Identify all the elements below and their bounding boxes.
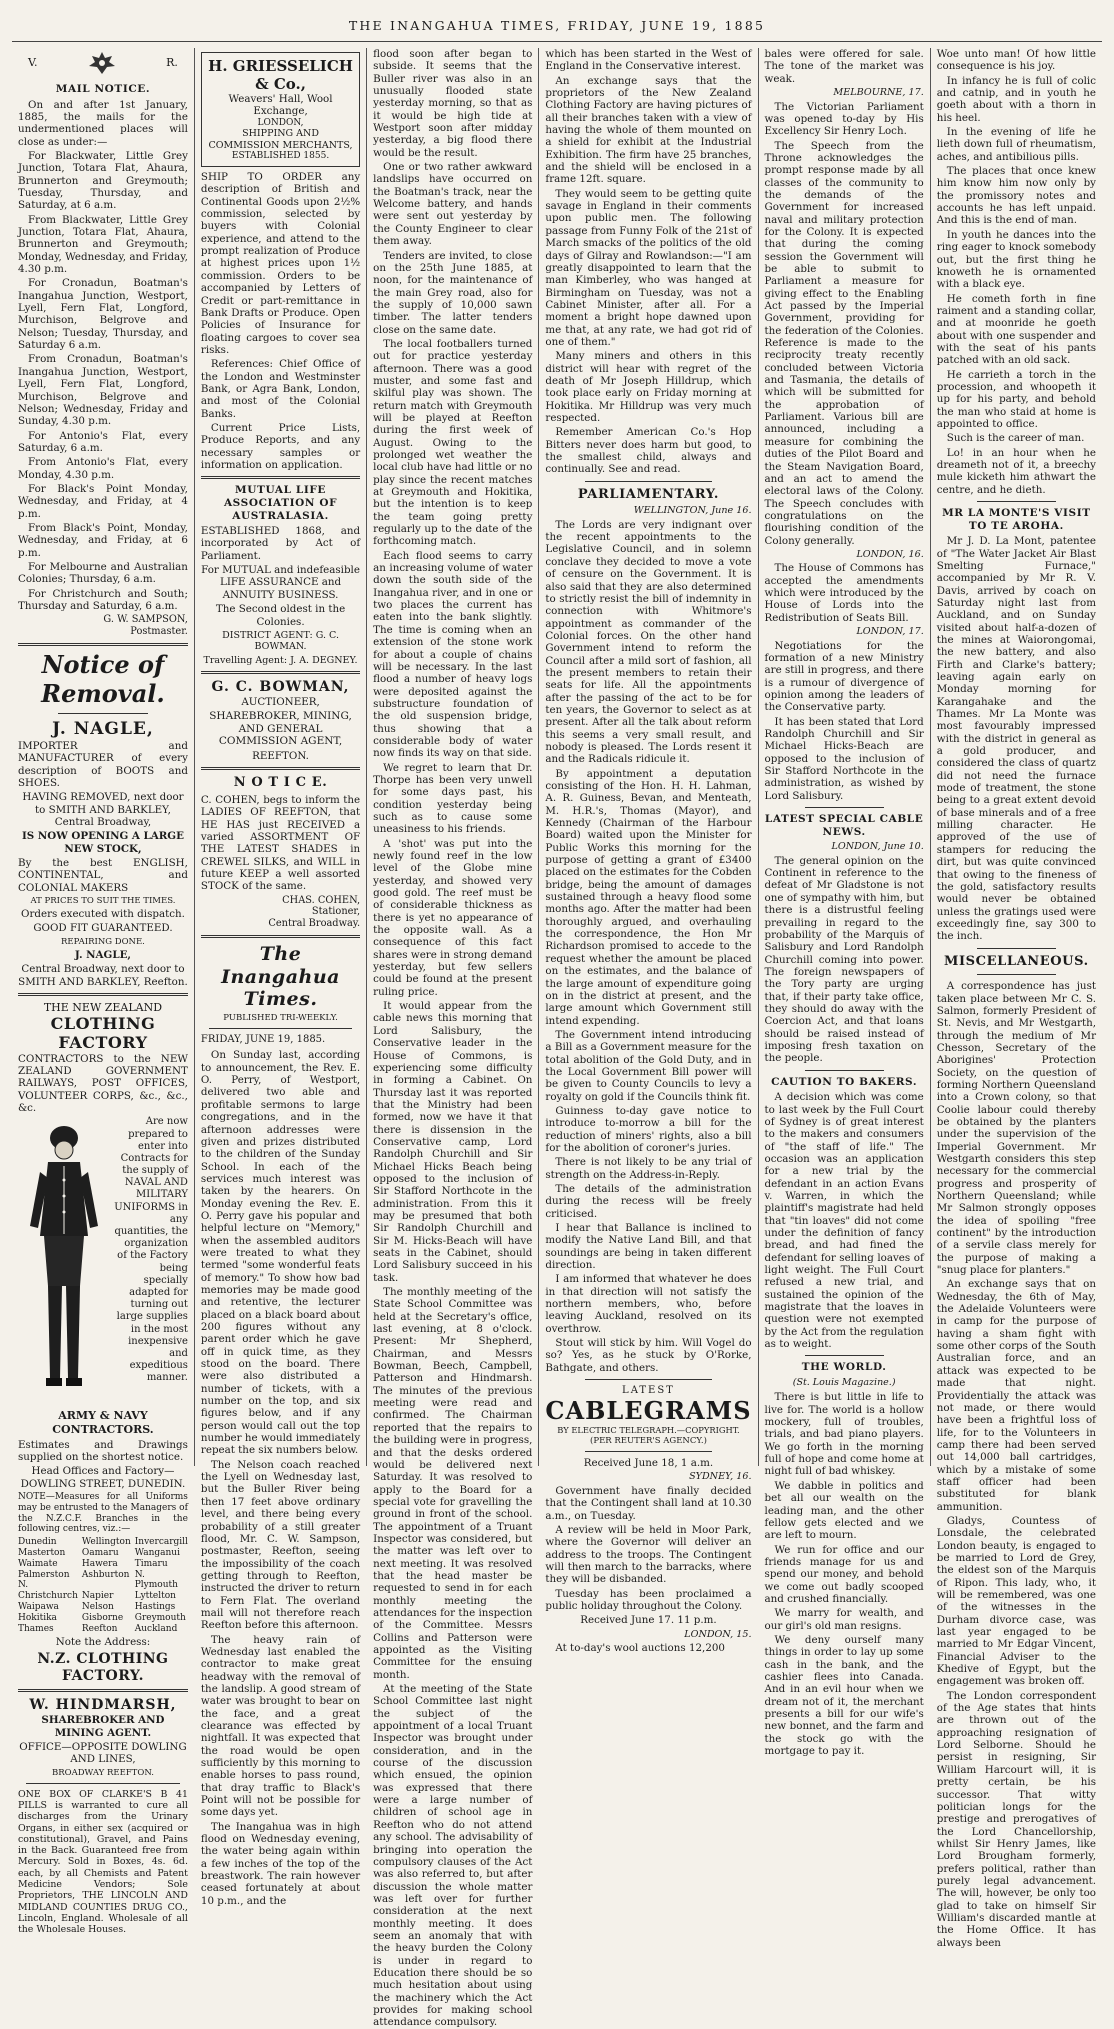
news-para: It would appear from the cable news this morning that Lord Salisbury, the Conservative leader in the House of Commons, is experiencing some difficulty in forming a Cabinet. On Thursday last it was reported that the Ministry had been formed, now we have it that there is dissension in the Conservative camp, Lord Randolph Churchill and Sir Michael Hicks Beach being opposed to the inclusion of Sir Stafford Northcote in the administration. From this it may be presumed that both Sir Randolph Churchill and Sir M. Hicks-Beach will have seats in the Cabinet, should Lord Salisbury succeed in his task.: [373, 1000, 533, 1284]
divider: [18, 1689, 188, 1692]
nagle-repair: REPAIRING DONE.: [61, 936, 145, 947]
removal-title: Notice of Removal.: [41, 649, 165, 708]
town: Palmerston N.: [18, 1569, 70, 1591]
nagle-fit: GOOD FIT GUARANTEED.: [33, 922, 173, 935]
special-cable-dateline: LONDON, June 10.: [831, 841, 924, 853]
parliamentary-para: Guinness to-day gave notice to introduce to-morrow a bill for the reduction of miners' rights, also a bill for the abolition of coroner's juries.: [545, 1104, 752, 1154]
world-para: Lo! in an hour when he dreameth not of it, a breechy mule kicketh him athwart the centre, and he dieth.: [936, 446, 1096, 496]
bakers-para: A decision which was come to last week by the Full Court of Sydney is of great interest to the makers and consumers of "the staff of life." The occasion was an application for a new trial by the defendant in an action Evans v. Warren, in which the plaintiff's magistrate had held that "tin loaves" did not come under the definition of fancy bread, and had fined the defendant for selling loaves of light weight. The Full Court refused a new trial, and sustained the opinion of the magistrate that the loaves in question were not exempted by the Act from the regulation as to weight.: [764, 1091, 924, 1351]
misc-para: Gladys, Countess of Lonsdale, the celebrated London beauty, is engaged to be married to Lord de Grey, the eldest son of the Marquis of Ripon. This lady, who, it will be remembered, was one of the witnesses in the Durham divorce case, was last year engaged to be married to Mr Edgar Vincent, Financial Adviser to the Khedive of Egypt, but the engagement was broken off.: [936, 1514, 1096, 1688]
town: Waipawa: [18, 1602, 59, 1613]
world-title: THE WORLD.: [801, 1361, 887, 1374]
town: Gisborne: [81, 1612, 124, 1623]
mail-para: For Melbourne and Australian Colonies; Thursday, 6 a.m.: [18, 560, 188, 586]
masthead-rule: [12, 41, 1102, 42]
mail-para: For Antonio's Flat, every Saturday, 6 a.m.: [18, 429, 188, 454]
news-para: They would seem to be getting quite savage in England in their comments upon public men. The following passage from Funny Folk of the 21st of March smacks of the politics of the old days of Gilray and Rowlandson:—"I am greatly disappointed to learn that the man Kimberley, who was hanged at Birmingham on Tuesday, was not a Cabinet Minister, after all. For a moment a bright hope dawned upon me that, at any rate, we had got rid of one of them.": [545, 187, 752, 348]
divider: [18, 993, 188, 996]
divider: [201, 476, 360, 479]
cohen-signature: Central Broadway.: [268, 918, 361, 930]
special-cable-para: The general opinion on the Continent in reference to the defeat of Mr Gladstone is not one of sympathy with him, but there is a distrustful feeling prevailing in regard to the probability of the Marquis of Salisbury and Lord Randolph Churchill coming into power. The foreign newspapers of the Tory party are urging that, if their party take office, they should do away with the Coercion Act, and that loans should be raised instead of imposing fresh taxation on the people.: [764, 854, 924, 1065]
column-1: [12, 48, 195, 1936]
news-para: An exchange says that the proprietors of the New Zealand Clothing Factory are having pictures of all their branches taken with a view of having the whole of them mounted on a shield for exhibit at the Industrial Exhibition. The firm have 25 branches, and the shield will be enclosed in a frame 12ft. square.: [545, 74, 752, 186]
hindmarsh-name: W. HINDMARSH,: [29, 1697, 177, 1714]
cables-dateline: LONDON, 15.: [684, 1628, 752, 1640]
town: Hawera: [81, 1558, 118, 1569]
royal-crest-icon: [85, 50, 119, 76]
nagle-text: IMPORTER and MANUFACTURER of every description of BOOTS and SHOES.: [18, 739, 188, 789]
world-para: We marry for wealth, and our girl's old man resigns.: [764, 1607, 924, 1632]
griesselich-advert: [201, 52, 360, 167]
paper-subtitle: PUBLISHED TRI-WEEKLY.: [223, 1013, 338, 1024]
factory-note: NOTE—Measures for all Uniforms may be entrusted to the Managers of the N.Z.C.F. Branches in the following centres, viz.:—: [18, 1492, 188, 1535]
columns: [12, 48, 1102, 2029]
mail-signature-title: Postmaster.: [130, 626, 188, 638]
divider: [58, 713, 148, 714]
mail-notice-title: MAIL NOTICE.: [55, 83, 151, 95]
town: N. Plymouth: [134, 1569, 178, 1591]
royal-crest-row: [18, 48, 188, 78]
divider: [585, 481, 711, 482]
nagle-text: By the best ENGLISH, CONTINENTAL, and COLONIAL MAKERS: [18, 856, 188, 894]
factory-estimates: Estimates and Drawings supplied on the shortest notice.: [18, 1438, 188, 1464]
divider: [977, 948, 1056, 949]
parliamentary-para: The Government intend introducing a Bill as a Government measure for the total abolition of the Gold Duty, and in the Local Government Bill power will be given to County Councils to levy a royalty on gold if the Councils think fit.: [545, 1028, 752, 1103]
cables-received: Received June 17. 11 p.m.: [580, 1614, 717, 1627]
parliamentary-para: I am informed that whatever he does in that direction will not satisfy the northern members, who, before leaving Auckland, resolved on its overthrow.: [545, 1273, 752, 1335]
mutual-text: The Second oldest in the Colonies.: [215, 603, 346, 628]
world-para: We deny ourself many things in order to lay up some cash in the bank, and the cashier flees into Canada. And in an evil hour when we dream not of it, the merchant presents a bill for our wife's new bonnet, and the farm and the stock go with the mortgage to pay it.: [764, 1633, 924, 1758]
factory-title-2: CLOTHING FACTORY: [50, 1014, 156, 1053]
cables-latest: LATEST: [622, 1385, 675, 1397]
griesselich-refs: References: Chief Office of the London and Westminster Bank, or Agra Bank, London, and most of the Colonial Banks.: [200, 358, 361, 420]
cables-dateline: SYDNEY, 16.: [689, 1471, 752, 1483]
column-4: [539, 48, 758, 1655]
divider: [209, 1028, 352, 1029]
town: Wanganui: [134, 1548, 180, 1559]
soldier-figure-illustration: [18, 1116, 110, 1406]
branch-towns: [18, 1537, 188, 1634]
news-para: We regret to learn that Dr. Thorpe has been very unwell for some days past, his condition yesterday being such as to cause some uneasiness to his friends.: [373, 761, 533, 836]
cables-para: The Speech from the Throne acknowledges the prompt response made by all classes of the community to the demands of the Government for increased naval and military protection for the Colony. It is expected that during the coming session the Government will be able to submit to Parliament a measure for giving effect to the Enabling Act passed by the Imperial Government, providing for the federation of the Colonies. Reference is made to the reciprocity treaty recently concluded between Victoria and Tasmania, the details of which will be submitted for the approbation of Parliament. Various bill are announced, including a measure for combining the duties of the Pilot Board and the Steam Navigation Board, and an act to amend the electoral laws of the Colony. The Speech concludes with congratulations on the flourishing condition of the Colony generally.: [764, 139, 924, 547]
town: Waimate: [18, 1558, 58, 1569]
cables-received: Received June 18, 1 a.m.: [583, 1457, 714, 1470]
town: Greymouth: [134, 1612, 186, 1623]
cables-para: A review will be held in Moor Park, where the Governor will deliver an address to the troops. The Contingent will then march to the barracks, where they will be disbanded.: [545, 1523, 752, 1586]
cables-para: Government have finally decided that the Contingent shall land at 10.30 a.m., on Tuesday.: [545, 1484, 752, 1522]
news-para: Tenders are invited, to close on the 25th June 1885, at noon, for the maintenance of the main Grey road, also for the supply of 10,000 sawn timber. The latter tenders close on the same date.: [373, 249, 533, 336]
nagle-name: J. NAGLE,: [52, 719, 154, 740]
news-para: At the meeting of the State School Committee last night the subject of the appointment of a local Truant Inspector was brought under consideration, and in the course of the discussion which ensued, the opinion was expressed that there were a large number of children of school age in Reefton who do not attend any school. The advisability of bringing into operation the compulsory clauses of the Act was also referred to, but after discussion the whole matter was left over for further consideration at the next monthly meeting. It does seem an anomaly that with the heavy burden the Colony is under in regard to Education there should be so much hesitation about using the machinery which the Act provides for making school attendance compulsory.: [373, 1683, 533, 2029]
nagle-orders: Orders executed with dispatch.: [21, 908, 185, 921]
world-para: He carrieth a torch in the procession, and whoopeth it up for his party, and behold the man who staid at home is appointed to office.: [936, 368, 1096, 430]
cables-agency: (PER REUTER'S AGENCY.): [590, 1435, 707, 1446]
editorial-para: The heavy rain of Wednesday last enabled the contractor to make great headway with the removal of the landslip. A good stream of water was brought to bear on the face, and a great clearance was effected by nightfall. It was expected that the road would be open sufficiently by this morning to enable horses to pass round, that dray traffic to Black's Point will not be possible for some days yet.: [200, 1633, 361, 1819]
griesselich-prices: Current Price Lists, Produce Reports, and any necessary samples or information on application.: [200, 421, 361, 471]
mail-para: For Black's Point Monday, Wednesday, and Friday, at 4 p.m.: [18, 482, 188, 520]
news-para: Many miners and others in this district will hear with regret of the death of Mr Joseph Hilldrup, which took place early on Friday morning at Hokitika. Mr Hilldrup was very much respected.: [545, 350, 752, 424]
griesselich-sub: LONDON,: [257, 117, 304, 128]
mail-para: From Cronadun, Boatman's Inangahua Junction, Westport, Lyell, Fern Flat, Longford, Murchison, Belgrove and Nelson; Wednesday, Friday and Sunday, 4.30 p.m.: [18, 353, 188, 428]
divider: [977, 974, 1056, 975]
column-2: [195, 48, 367, 1907]
hindmarsh-address: BROADWAY REEFTON.: [51, 1767, 154, 1778]
parliamentary-para: The Lords are very indignant over the recent appointments to the Legislative Council, and in solemn conclave they decided to move a vote of censure on the Government. It is also said that they are also determined to strictly resist the bill of indemnity in connection with Whitmore's appointment as commander of the Colonial forces. On the other hand Government intend to reform the Council after a mild sort of fashion, all the present members to retain their seats for life. All the appointments after the passing of the act to be for ten years, the Governor to select as at present. After all the talk about reform this seems a very small result, and nobody is pleased. The Lords resent it and the Radicals ridicule it.: [545, 518, 752, 766]
news-para: The monthly meeting of the State School Committee was held at the Secretary's office, last evening, at 8 o'clock. Present: Mr Shepherd, Chairman, and Messrs Bowman, Beech, Campbell, Patterson and Hindmarsh. The minutes of the previous meeting were read and confirmed. The Chairman reported that the repairs to the building were in progress, and that the desks ordered would be delivered next Saturday. It was resolved to apply to the Board for a special vote for gravelling the ground in front of the school. The appointment of a Truant Inspector was considered, but the matter was left over to next meeting. It was resolved that the head master be requested to send in for each monthly meeting the attendances for the inspection of the Committee. Messrs Collins and Patterson were appointed as the Visiting Committee for the ensuing month.: [373, 1286, 533, 1681]
bakers-title: CAUTION TO BAKERS.: [771, 1075, 918, 1088]
town: Ashburton: [81, 1569, 130, 1580]
clarke-advert: ONE BOX OF CLARKE'S B 41 PILLS is warranted to cure all discharges from the Urinary Organs, in either sex (acquired or constitutional), Gravel, and Pains in the Back. Guaranteed free from Mercury. Sold in Boxes, 4s. 6d. each, by all Chemists and Patent Medicine Vendors; Sole Proprietors, THE LINCOLN AND MIDLAND COUNTIES DRUG CO., Lincoln, England. Wholesale of all the Wholesale Houses.: [18, 1788, 188, 1936]
bowman-place: REEFTON.: [252, 749, 309, 762]
cables-para: The House of Commons has accepted the amendments which were introduced by the House of Lords into the Redistribution of Seats Bill.: [764, 562, 924, 624]
world-para: In youth he dances into the ring eager to knock somebody out, but the first thing he knoweth he is ornamented with a black eye.: [936, 228, 1096, 291]
mutual-text: For MUTUAL and indefeasible LIFE ASSURANCE and ANNUITY BUSINESS.: [201, 564, 360, 601]
town: Oamaru: [81, 1548, 119, 1559]
vr-right: R.: [166, 56, 178, 70]
mail-para: For Cronadun, Boatman's Inangahua Junction, Westport, Lyell, Fern Flat, Longford, Murchison, Belgrove and Nelson; Tuesday, Thursday, and Saturday 6 a.m.: [18, 277, 188, 352]
divider: [805, 1355, 884, 1356]
factory-head-office: Head Offices and Factory—DOWLING STREET, DUNEDIN.: [20, 1465, 186, 1490]
misc-para: An exchange says that on Wednesday, the 6th of May, the Adelaide Volunteers were in camp for the purpose of having a sham fight with some other corps of the South Australian force, and an attack was expected to be made that night. Providentially the attack was not made, or there would have been a frightful loss of life, for to the Volunteers in camp there had been served out 14,000 ball cartridges, which by a mistake of some staff officer had been substituted for blank ammunition.: [936, 1278, 1096, 1513]
la-monte-para: Mr J. D. La Mont, patentee of "The Water Jacket Air Blast Smelting Furnace," accompanied by Mr R. V. Davis, arrived by coach on Saturday night last from Auckland, and on Sunday visited about half-a-dozen of the mines at Waiorongomai, the new battery, and also Firth and Clarke's battery; leaving again early on Monday morning for Karangahake and the Thames. Mr La Monte was most favourably impressed with the district in general as a gold producer, and considered the class of quartz did not need the furnace mode of treatment, the stone being to a great extent devoid of base minerals and of a free milling character. He approved of the use of stampers for reducing the dirt, but was quite convinced that owing to the fineness of the gold, satisfactory results would never be obtained unless the gratings used were exceedingly fine, say 300 to the inch.: [936, 535, 1096, 943]
mutual-agent: DISTRICT AGENT: G. C. BOWMAN.: [222, 629, 339, 653]
factory-note-address: Note the Address:: [55, 1636, 151, 1649]
hindmarsh-text: SHAREBROKER AND MINING AGENT.: [41, 1714, 165, 1739]
misc-para: A correspondence has just taken place between Mr C. S. Salmon, formerly President of St. Nevis, and Mr Westgarth, through the medium of Mr Chesson, Secretary of the Aborigines' Protection Society, on the question of forming Northern Queensland into a Crown colony, so that Coolie labour could thereby be obtained by the planters under the supervision of the Imperial Government. Mr Westgarth considers this step necessary for the commercial progress and prosperity of Northern Queensland; while Mr Salmon strongly opposes the idea of spoiling "free continent" by the introduction of a servile class merely for the purpose of making a "snug place for planters.": [936, 980, 1096, 1277]
world-para: Such is the career of man.: [946, 432, 1085, 445]
town: Christchurch: [18, 1591, 78, 1602]
town: Hastings: [134, 1602, 176, 1613]
divider: [201, 935, 360, 938]
news-para: flood soon after began to subside. It seems that the Buller river was also in an unusually flooded state yesterday morning, so that as it would be high tide at Westport soon after midday yesterday, a big flood there would be the result.: [373, 48, 533, 159]
divider: [201, 671, 360, 674]
factory-army: ARMY & NAVY CONTRACTORS.: [52, 1409, 154, 1436]
town: Hokitika: [18, 1612, 57, 1623]
cables-para: Tuesday has been proclaimed a public holiday throughout the Colony.: [545, 1587, 752, 1613]
parliamentary-title: PARLIAMENTARY.: [577, 486, 720, 502]
world-subtitle: (St. Louis Magazine.): [792, 1377, 896, 1389]
nagle-text: IS NOW OPENING A LARGE NEW STOCK,: [21, 830, 184, 855]
column-6: [931, 48, 1102, 1949]
divider: [805, 807, 884, 808]
mutual-title: MUTUAL LIFE ASSOCIATION OF AUSTRALASIA.: [223, 484, 338, 522]
editorial-para: The Inangahua was in high flood on Wednesday evening, the water being again within a few inches of the top of the breastwork. The rain however ceased fortunately at about 10 p.m., and the: [200, 1820, 361, 1907]
divider: [977, 501, 1056, 502]
mail-para: For Blackwater, Little Grey Junction, Totara Flat, Ahaura, Brunnerton and Greymouth; Tuesday, Thursday, and Saturday, at 6 a.m.: [18, 149, 188, 212]
column-5: [759, 48, 931, 1758]
mail-para: From Antonio's Flat, every Monday, 4.30 p.m.: [18, 456, 188, 481]
cohen-signature: Stationer,: [311, 906, 361, 918]
mail-para: On and after 1st January, 1885, the mails for the undermentioned places will close as under:—: [18, 98, 188, 148]
griesselich-name: H. GRIESSELICH & Co.,: [208, 57, 353, 93]
parliamentary-dateline: WELLINGTON, June 16.: [633, 505, 752, 517]
town: Dunedin: [18, 1537, 57, 1548]
bowman-title: AUCTIONEER,: [241, 695, 320, 708]
world-para: In the evening of life he lieth down full of rheumatism, aches, and antibilious pills.: [936, 126, 1096, 163]
misc-para: The London correspondent of the Age states that hints are thrown out of the approaching resignation of Lord Selborne. Should he persist in resigning, Sir William Harcourt will, it is pretty certain, be his successor. That witty politician longs for the prestige and prerogatives of the Lord Chancellorship, whilst Sir Henry James, like Lord Brougham formerly, prefers political, rather than purely legal advancement. The will, however, be only too glad to take on himself Sir William's discarded mantle at the Home Office. It has always been: [936, 1689, 1096, 1949]
mail-para: For Christchurch and South; Thursday and Saturday, 6 a.m.: [18, 587, 188, 612]
news-para: which has been started in the West of England in the Conservative interest.: [545, 48, 752, 73]
parliamentary-para: Stout will stick by him. Will Vogel do so? Yes, as he stuck by O'Rorke, Bathgate, and others.: [545, 1337, 752, 1374]
divider: [805, 1070, 884, 1071]
editorial-para: The Nelson coach reached the Lyell on Wednesday last, but the Buller River being then 17 feet above ordinary level, and there being every probability of a still greater flood, Mr. C. W. Sampson, postmaster, Reefton, seeing the impossibility of the coach getting through to Reefton, instructed the driver to return to Fern Flat. The overland mail will not therefore reach Reefton before this afternoon.: [200, 1458, 361, 1632]
factory-title-1: THE NEW ZEALAND: [43, 1001, 163, 1015]
town: Napier: [81, 1591, 114, 1602]
cables-title: CABLEGRAMS: [545, 1396, 752, 1426]
cohen-text: C. COHEN, begs to inform the LADIES OF REEFTON, that HE HAS just RECEIVED a varied ASSORTMENT OF THE LATEST SHADES in CREWEL SILKS, and WILL in future KEEP a well assorted STOCK of the same.: [200, 793, 361, 893]
town: Nelson: [81, 1602, 114, 1613]
nagle-signature: J. NAGLE,: [74, 949, 132, 962]
la-monte-title: MR LA MONTE'S VISIT TO TE AROHA.: [942, 507, 1091, 532]
news-para: One or two rather awkward landslips have occurred on the Boatman's track, near the Welcome battery, and hands were sent out yesterday by the County Engineer to clear them away.: [373, 161, 533, 248]
world-para: In infancy he is full of colic and catnip, and in youth he goeth about with a thorn in his heel.: [936, 74, 1096, 124]
town: Invercargill: [134, 1537, 188, 1548]
news-para: A 'shot' was put into the newly found reef in the low level of the Globe mine yesterday, and showed very good gold. The reef must be of considerable thickness as there is yet no appearance of the opposite wall. As a consequence of this fact shares were in strong demand yesterday, but few sellers could be found at the present ruling price.: [373, 837, 533, 998]
cohen-notice-title: N O T I C E.: [233, 775, 328, 791]
mail-para: From Black's Point, Monday, Wednesday, and Friday, at 6 p.m.: [18, 521, 188, 559]
town: Masterton: [18, 1548, 66, 1559]
masthead-title: THE INANGAHUA TIMES, FRIDAY, JUNE 19, 1885: [348, 18, 766, 33]
mail-signature: G. W. SAMPSON,: [103, 614, 188, 626]
world-para: He cometh forth in fine raiment and a standing collar, and at moonride he goeth about with one suspender and with the seat of his pants patched with an old sack.: [936, 292, 1096, 367]
paper-date: FRIDAY, JUNE 19, 1885.: [200, 1034, 326, 1046]
world-para: There is but little in life to live for. The world is a hollow mockery, full of troubles, trials, and bad piano players. We go forth in the morning full of hope and come home at night full of bad whiskey.: [764, 1391, 924, 1478]
parliamentary-para: By appointment a deputation consisting of the Hon. H. H. Lahman, A. R. Guiness, Bevan, and Menteath, M. H.R.'s, Thomas (Mayor), and Kennedy (Chairman of the Harbour Board) waited upon the Minister for Public Works this morning for the purpose of getting a grant of £3400 placed on the estimates for the Cobden bridge, being the amount of damages sustained through a heavy flood some months ago. After the matter had been thoroughly argued, and overhauling the correspondence, the Hon Mr Richardson promised to accede to the request whether the amount be placed on the estimates, and the balance of the large amount of expenditure going on in the district at present, and the large amount which Government still intend expending.: [545, 767, 752, 1027]
cables-dateline: LONDON, 17.: [856, 626, 924, 638]
hindmarsh-office: OFFICE—OPPOSITE DOWLING AND LINES,: [19, 1740, 187, 1766]
mutual-travel-agent: Travelling Agent: J. A. DEGNEY.: [203, 654, 358, 666]
mail-notice-body: [18, 99, 188, 613]
vr-left: V.: [28, 56, 38, 70]
griesselich-sub: SHIPPING AND COMMISSION MERCHANTS,: [208, 128, 353, 151]
mutual-text: ESTABLISHED 1868, and incorporated by Act of Parliament.: [200, 525, 361, 562]
nagle-signature-address: Central Broadway, next door to SMITH AND BARKLEY, Reefton.: [18, 963, 188, 988]
cables-para: Negotiations for the formation of a new Ministry are still in progress, and there is a rumour of divergence of opinion among the leaders of the Conservative party.: [764, 639, 924, 714]
cables-para: bales were offered for sale. The tone of the market was weak.: [764, 48, 924, 85]
town: Wellington: [81, 1537, 131, 1548]
town: Thames: [18, 1623, 54, 1634]
bowman-name: G. C. BOWMAN,: [211, 679, 350, 696]
cohen-signature: CHAS. COHEN,: [282, 894, 361, 906]
griesselich-sub: ESTABLISHED 1855.: [231, 151, 330, 162]
town: Reefton: [81, 1623, 118, 1634]
factory-address: N.Z. CLOTHING FACTORY.: [37, 1650, 169, 1684]
cables-para: It has been stated that Lord Randolph Churchill and Sir Michael Hicks-Beach are opposed to the inclusion of Sir Stafford Northcote in the administration, as wished by Lord Salisbury.: [764, 715, 924, 802]
cables-dateline: LONDON, 16.: [856, 548, 924, 560]
parliamentary-para: The details of the administration during the recess will be freely criticised.: [545, 1183, 752, 1220]
town: Timaru: [134, 1558, 168, 1569]
town: Auckland: [134, 1623, 178, 1634]
news-para: Remember American Co.'s Hop Bitters never does harm but good, to the smallest child, always and continually. See and read.: [545, 426, 752, 476]
news-para: The local footballers turned out for practice yesterday afternoon. There was a good muster, and some fast and skilful play was shown. The return match with Greymouth will be played at Reefton during the first week of August. Owing to the prolonged wet weather the local club have had little or no play since the recent matches at Greymouth and Hokitika, but the intention is to keep the team going pretty regularly up to the date of the forthcoming match.: [373, 337, 533, 548]
paper-title: The Inangahua Times.: [221, 942, 340, 1011]
world-para: The places that once knew him know him now only by the promissory notes and accounts he has left unpaid. And this is the end of man.: [936, 165, 1096, 227]
divider: [585, 1451, 711, 1452]
town: Lyttelton: [134, 1591, 176, 1602]
nagle-text: HAVING REMOVED, next door to SMITH AND BARKLEY, Central Broadway,: [22, 791, 184, 828]
world-para: Woe unto man! Of how little consequence is his joy.: [936, 48, 1096, 73]
special-cable-title: LATEST SPECIAL CABLE NEWS.: [764, 813, 924, 838]
divider: [18, 643, 188, 646]
parliamentary-para: There is not likely to be any trial of strength on the Address-in-Reply.: [545, 1156, 752, 1181]
divider: [585, 1379, 711, 1380]
bowman-text: SHAREBROKER, MINING, AND GENERAL COMMISSION AGENT,: [209, 710, 352, 748]
world-para: We dabble in politics and bet all our wealth on the leading man, and the other fellow gets elected and we are left to mourn.: [764, 1479, 924, 1542]
factory-advert: [18, 1116, 188, 1406]
cables-para: At to-day's wool auctions 12,200: [555, 1642, 725, 1655]
griesselich-text: SHIP TO ORDER any description of British and Continental Goods upon 2½% commission, selected by buyers with Colonial experience, and attend to the prompt realization of Produce at highest prices upon 1½ commission. Orders to be accompanied by Letters of Credit or part-remittance in Bank Drafts or Produce. Open Policies of Insurance for floating cargoes to cover sea risks.: [200, 171, 361, 356]
divider: [26, 1783, 180, 1784]
divider: [201, 767, 360, 770]
editorial-para: On Sunday last, according to announcement, the Rev. E. O. Perry, of Westport, delivered two able and profitable sermons to large congregations, and in the afternoon addresses were given and prizes distributed to the children of the Sunday School. In each of the services much interest was taken by the hearers. On Monday evening the Rev. E. O. Perry gave his popular and helpful lecture on "Memory," when the assembled auditors were treated to what they termed "some wonderful feats of memory." To show how bad memories may be made good and retentive, the lecturer placed on a black board about 200 figures without any parent order which he gave off in quick time, as they stood on the board. There were also distributed a number of tickets, with a number on the top, and six figures below, and if any person would call out the top number he would immediately repeat the six numbers below.: [200, 1049, 361, 1457]
mail-para: From Blackwater, Little Grey Junction, Totara Flat, Ahaura, Brunnerton and Greymouth; Monday, Wednesday, and Friday, 4.30 p.m.: [18, 213, 188, 276]
miscellaneous-title: MISCELLANEOUS.: [943, 953, 1089, 969]
parliamentary-para: I hear that Ballance is inclined to modify the Native Land Bill, and that soundings are being in taken different direction.: [545, 1222, 752, 1272]
news-para: Each flood seems to carry an increasing volume of water down the south side of the Inangahua river, and in one or two places the current has eaten into the bank slightly. The time is coming when an extension of the stone work for about a couple of chains will be necessary. In the last flood a number of heavy logs were deposited against the substructure foundation of the old suspension bridge, thus showing that a considerable body of water now finds its way on that side.: [373, 549, 533, 760]
nagle-prices: AT PRICES TO SUIT THE TIMES.: [30, 895, 176, 906]
cables-subtitle: BY ELECTRIC TELEGRAPH.—COPYRIGHT.: [557, 1424, 740, 1435]
column-3: [367, 48, 539, 2029]
world-para: We run for office and our friends manage for us and spend our money, and behold we come out badly scooped and crushed financially.: [764, 1543, 924, 1605]
cables-dateline: MELBOURNE, 17.: [833, 87, 924, 99]
factory-text: CONTRACTORS to the NEW ZEALAND GOVERNMENT RAILWAYS, POST OFFICES, VOLUNTEER CORPS, &c., &c., &c.: [18, 1052, 188, 1114]
cables-para: The Victorian Parliament was opened to-day by His Excellency Sir Henry Loch.: [764, 100, 924, 138]
factory-side-text: Are now prepared to enter into Contracts for the supply of NAVAL AND MILITARY UNIFORMS in any quantities, the organization of the Factory being specially adapted for turning out large supplies in the most inexpensive and expeditious manner.: [114, 1116, 188, 1384]
griesselich-sub: Weavers' Hall, Wool Exchange,: [228, 93, 333, 118]
